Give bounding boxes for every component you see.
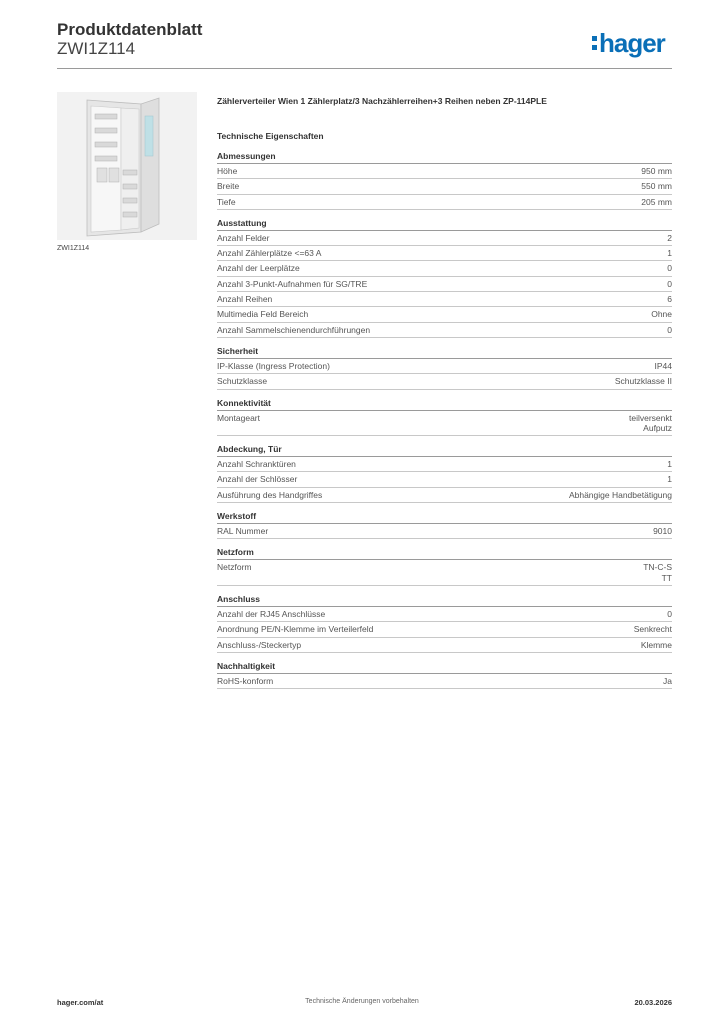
spec-value: Abhängige Handbetätigung: [568, 489, 672, 500]
spec-label: Schutzklasse: [217, 376, 268, 387]
spec-group: [217, 398, 672, 437]
spec-label: RAL Nummer: [217, 526, 269, 537]
spec-label: Anzahl der Leerplätze: [217, 263, 300, 274]
spec-value: 2: [667, 232, 672, 243]
spec-value: IP44: [654, 360, 672, 371]
specification-tables: [217, 151, 672, 697]
spec-value: TN-C-S TT: [643, 562, 672, 583]
spec-label: Anschluss-/Steckertyp: [217, 639, 302, 650]
spec-label: Breite: [217, 181, 240, 192]
spec-row: [217, 674, 672, 689]
spec-group-title: Abdeckung, Tür: [217, 444, 672, 457]
spec-row: [217, 488, 672, 503]
spec-value: 0: [667, 324, 672, 335]
spec-row: [217, 164, 672, 179]
footer-notice: Technische Änderungen vorbehalten: [305, 998, 419, 1005]
spec-value: teilversenkt Aufputz: [629, 412, 672, 433]
footer-website: hager.com/at: [57, 998, 104, 1007]
hager-logo: [592, 28, 665, 59]
spec-row: [217, 179, 672, 194]
spec-row: [217, 231, 672, 246]
header-divider: [57, 68, 672, 69]
spec-value: Ohne: [651, 309, 672, 320]
spec-label: Multimedia Feld Bereich: [217, 309, 309, 320]
spec-label: Netzform: [217, 562, 252, 573]
spec-value: 9010: [653, 526, 672, 537]
spec-value: Klemme: [640, 639, 672, 650]
spec-group: [217, 151, 672, 210]
spec-row: [217, 374, 672, 389]
spec-label: Anzahl Felder: [217, 232, 270, 243]
spec-group: [217, 661, 672, 689]
spec-value: 0: [667, 263, 672, 274]
spec-group: [217, 547, 672, 586]
section-heading: Technische Eigenschaften: [217, 131, 324, 141]
spec-group: [217, 346, 672, 390]
spec-row: [217, 457, 672, 472]
spec-group-title: Konnektivität: [217, 398, 672, 411]
spec-value: 1: [667, 459, 672, 470]
spec-group-title: Abmessungen: [217, 151, 672, 164]
spec-group: [217, 594, 672, 653]
image-caption: ZWI1Z114: [57, 245, 90, 252]
spec-row: [217, 411, 672, 437]
spec-value: 550 mm: [641, 181, 672, 192]
spec-value: 6: [667, 294, 672, 305]
spec-group-title: Sicherheit: [217, 346, 672, 359]
spec-value: 1: [667, 248, 672, 259]
spec-row: [217, 246, 672, 261]
spec-label: Anzahl 3-Punkt-Aufnahmen für SG/TRE: [217, 278, 368, 289]
spec-label: Montageart: [217, 412, 260, 423]
spec-group-title: Anschluss: [217, 594, 672, 607]
distribution-cabinet-illustration: [57, 92, 197, 240]
spec-row: [217, 323, 672, 338]
spec-value: Schutzklasse II: [614, 376, 672, 387]
document-title: Produktdatenblatt: [57, 20, 203, 39]
spec-label: Höhe: [217, 166, 238, 176]
spec-row: [217, 638, 672, 653]
spec-row: [217, 607, 672, 622]
logo-text: hager: [599, 28, 665, 58]
product-title: Zählerverteiler Wien 1 Zählerplatz/3 Nachzählerreihen+3 Reihen neben ZP-114PLE: [217, 96, 547, 106]
spec-group-title: Nachhaltigkeit: [217, 661, 672, 674]
logo-dots-icon: [592, 36, 597, 54]
spec-value: 205 mm: [641, 196, 672, 207]
spec-row: [217, 560, 672, 586]
spec-value: Senkrecht: [633, 624, 672, 635]
spec-row: [217, 622, 672, 637]
spec-row: [217, 195, 672, 210]
spec-row: [217, 277, 672, 292]
spec-row: [217, 261, 672, 276]
spec-group-title: Ausstattung: [217, 218, 672, 231]
spec-value: 0: [667, 278, 672, 289]
spec-label: Anzahl der Schlösser: [217, 474, 298, 485]
spec-label: IP-Klasse (Ingress Protection): [217, 360, 330, 371]
spec-row: [217, 472, 672, 487]
spec-label: Anzahl Zählerplätze <=63 A: [217, 248, 322, 259]
spec-label: Anzahl der RJ45 Anschlüsse: [217, 608, 326, 619]
spec-group: [217, 444, 672, 503]
spec-label: RoHS-konform: [217, 675, 274, 686]
spec-label: Anzahl Schranktüren: [217, 459, 296, 470]
spec-value: Ja: [663, 675, 672, 686]
spec-value: 0: [667, 608, 672, 619]
spec-group: [217, 218, 672, 338]
spec-group-title: Werkstoff: [217, 511, 672, 524]
spec-value: 950 mm: [641, 166, 672, 176]
spec-label: Anzahl Reihen: [217, 294, 273, 305]
spec-value: 1: [667, 474, 672, 485]
spec-row: [217, 359, 672, 374]
spec-label: Anordnung PE/N-Klemme im Verteilerfeld: [217, 624, 374, 635]
spec-row: [217, 292, 672, 307]
spec-row: [217, 307, 672, 322]
spec-group: [217, 511, 672, 539]
spec-label: Tiefe: [217, 196, 236, 207]
spec-label: Anzahl Sammelschienendurchführungen: [217, 324, 371, 335]
spec-group-title: Netzform: [217, 547, 672, 560]
product-image: [57, 92, 197, 240]
article-number: ZWI1Z114: [57, 39, 136, 58]
spec-row: [217, 524, 672, 539]
spec-label: Ausführung des Handgriffes: [217, 489, 323, 500]
footer-date: 20.03.2026: [634, 998, 672, 1007]
